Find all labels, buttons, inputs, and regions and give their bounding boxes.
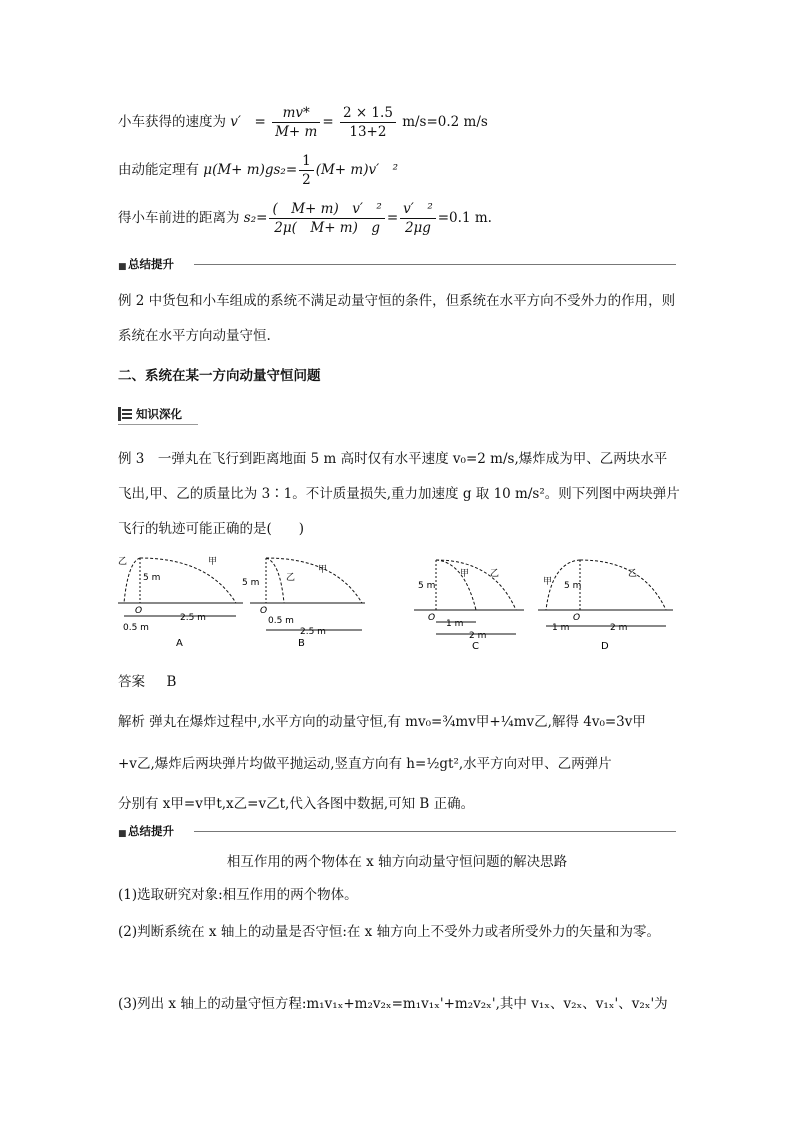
label-origin: O [135, 606, 143, 616]
step-3: (3)列出 x 轴上的动量守恒方程:m₁v₁ₓ+m₂v₂ₓ=m₁v₁ₓ'+m₂v₂ₓ',其中 v₁ₓ、v₂ₓ、v₁ₓ'、v₂ₓ'为 [118, 996, 668, 1012]
figure-caption: B [298, 638, 305, 649]
summary-bar-1: ■ 总结提升 [118, 257, 676, 271]
summary-bar-2: ■ 总结提升 [118, 824, 676, 838]
label-origin: O [428, 613, 436, 623]
analysis-line-1: 解析 弹丸在爆炸过程中,水平方向的动量守恒,有 mv₀=¾mv甲+¼mv乙,解得 4v₀=3v甲 [118, 714, 646, 730]
label-right-distance: 2.5 m [300, 627, 326, 637]
figure-caption: D [601, 641, 609, 650]
label-yi: 乙 [286, 573, 296, 583]
figure-d [538, 550, 673, 650]
step-2: (2)判断系统在 x 轴上的动量是否守恒:在 x 轴方向上不受外力或者所受外力的矢量和为零。 [118, 924, 661, 940]
label-yi: 乙 [628, 569, 638, 579]
trajectory-yi [266, 558, 284, 603]
equation-kinetic-energy: 由动能定理有 μ(M+ m)gs₂= $\frac{1}{2}$ (M+ m)v′ ² [118, 153, 399, 188]
label-right-distance: 2.5 m [180, 613, 206, 623]
section-2-title: 二、系统在某一方向动量守恒问题 [118, 368, 321, 384]
label-left-distance: 1 m [552, 623, 570, 633]
figure-c [414, 550, 524, 650]
label-left-distance: 0.5 m [268, 616, 294, 626]
answer-label: 答案 [118, 674, 145, 690]
answer-value: B [166, 674, 177, 690]
figure-caption: C [472, 641, 479, 650]
figure-b [240, 550, 365, 650]
step-1: (1)选取研究对象:相互作用的两个物体。 [118, 887, 358, 903]
analysis-line-3: 分别有 x甲=v甲t,x乙=v乙t,代入各图中数据,可知 B 正确。 [118, 796, 475, 812]
label-origin: O [573, 613, 581, 623]
summary-1-text: 例 2 中货包和小车组成的系统不满足动量守恒的条件，但系统在水平方向不受外力的作用，则系统在水平方向动量守恒. [118, 293, 676, 344]
book-icon [118, 407, 132, 421]
label-jia: 甲 [543, 577, 553, 587]
figure-caption: A [176, 638, 183, 649]
label-height: 5 m [242, 578, 260, 588]
knowledge-deepen-header: 知识深化 [118, 406, 198, 425]
label-jia: 甲 [460, 569, 470, 579]
label-jia: 甲 [208, 557, 218, 567]
equation-cart-velocity: 小车获得的速度为 v′ = $\frac{mv*}{M+ m}$ = $\frac{2 \times 1.5}{13+2}$ m/s=0.2 m/s [118, 105, 488, 140]
figure-a [118, 550, 243, 650]
label-height: 5 m [418, 581, 436, 591]
label-jia: 甲 [318, 565, 328, 575]
divider [194, 831, 676, 832]
divider [194, 264, 676, 265]
trajectory-yi [580, 560, 666, 610]
label-left-distance: 1 m [446, 619, 464, 629]
label-yi: 乙 [118, 557, 128, 567]
trajectory-yi [436, 560, 516, 610]
analysis-line-2: +v乙,爆炸后两块弹片均做平抛运动,竖直方向有 h=½gt²,水平方向对甲、乙两弹片 [118, 756, 612, 772]
trajectory-jia [436, 560, 476, 610]
label-height: 5 m [564, 581, 582, 591]
label-height: 5 m [143, 573, 161, 583]
label-right-distance: 2 m [610, 623, 628, 633]
equation-cart-distance: 得小车前进的距离为 s₂= $\frac{\text{( M+ m) v′ ²}}{2\mu( M+ m) g}$ = $\frac{\text{v′ ²}}{2\mu g}$ =0.1 m. [118, 201, 492, 236]
label-left-distance: 0.5 m [123, 623, 149, 633]
label-right-distance: 2 m [469, 631, 487, 641]
label-yi: 乙 [490, 569, 500, 579]
example-3-text: 例 3 一弹丸在飞行到距离地面 5 m 高时仅有水平速度 v₀=2 m/s,爆炸成为甲、乙两块水平飞出,甲、乙的质量比为 3∶1。不计质量损失,重力加速度 g 取 10 m/s²。则下列图中两块弹片飞行的轨迹可能正确的是( ) [118, 451, 680, 537]
label-origin: O [260, 606, 268, 616]
summary-2-title: 相互作用的两个物体在 x 轴方向动量守恒问题的解决思路 [226, 854, 568, 870]
answer-line [118, 670, 176, 690]
